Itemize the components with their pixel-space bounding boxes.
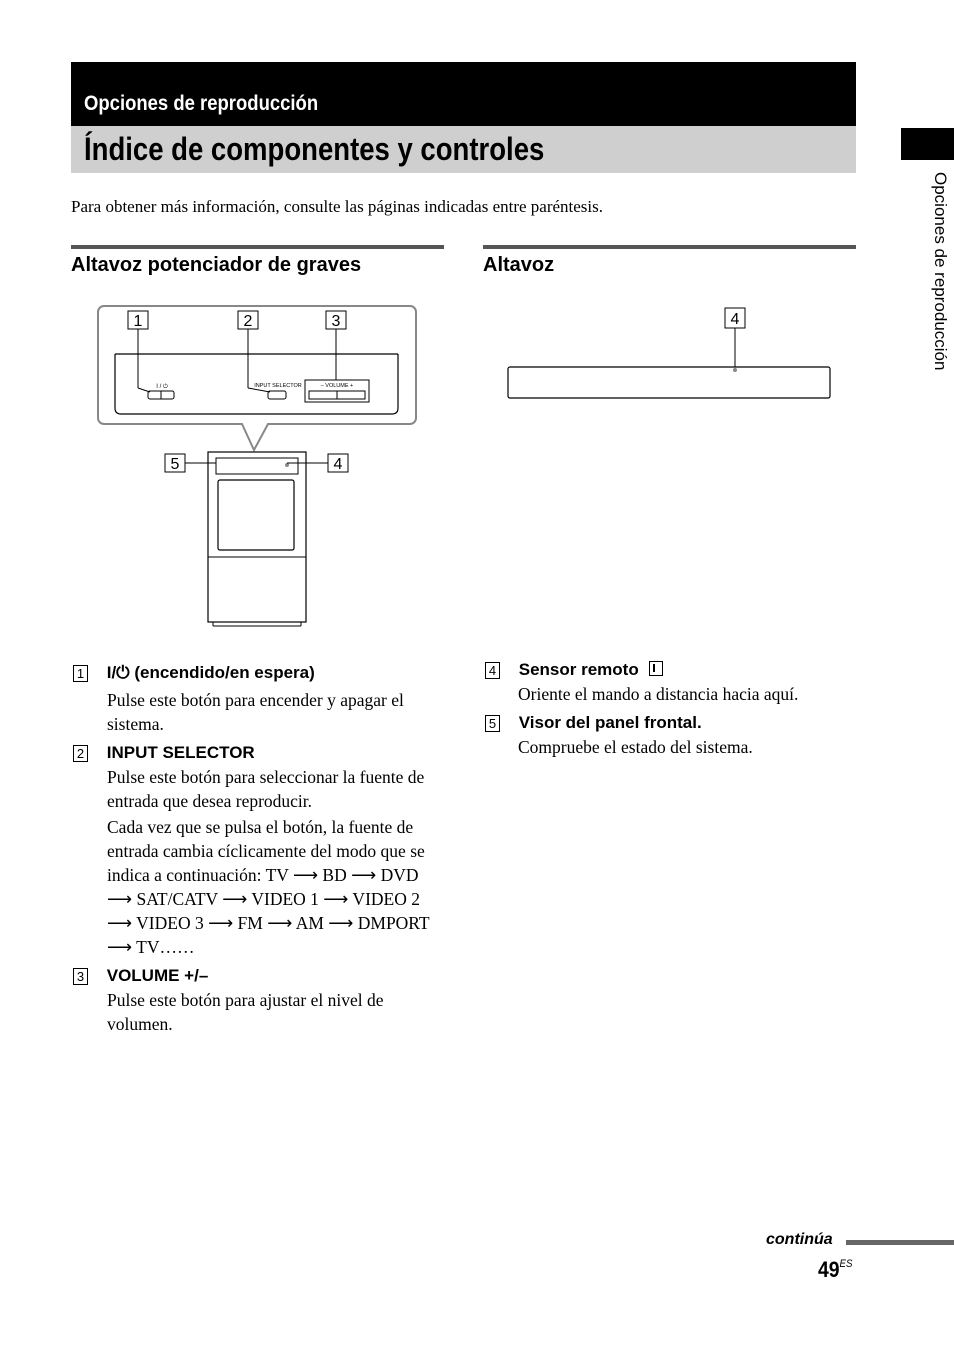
item-4-desc: Oriente el mando a distancia hacia aquí. <box>518 684 799 704</box>
continues-label: continúa <box>766 1231 833 1248</box>
item-2-heading <box>73 743 445 763</box>
item-number: 2 <box>73 745 88 762</box>
subwoofer-diagram <box>90 300 425 635</box>
right-item-list <box>485 660 857 759</box>
item-label: INPUT SELECTOR <box>106 743 255 762</box>
item-label: I/⏻ (encendido/en espera) <box>106 663 315 682</box>
input-panel-label: INPUT SELECTOR <box>254 383 302 389</box>
speaker-diagram <box>500 300 840 410</box>
item-2-cycle-desc: Cada vez que se pulsa el botón, la fuente de entrada cambia cíclicamente del modo que se indica a continuación: TV ⟶ BD ⟶ DVD ⟶ SAT/CATV ⟶ VIDEO 1 ⟶ VIDEO 2 ⟶ VIDEO 3 ⟶ FM ⟶ AM ⟶ DMPORT ⟶ TV…… <box>107 817 430 957</box>
item-label: VOLUME +/– <box>106 966 209 985</box>
item-number: 5 <box>485 715 500 732</box>
remote-sensor-icon <box>649 661 663 676</box>
left-section-title: Altavoz potenciador de graves <box>71 254 362 276</box>
item-5-heading <box>485 713 857 733</box>
item-1-heading <box>73 663 445 683</box>
page-lang: ES <box>839 1258 853 1270</box>
side-tab-label: Opciones de reproducción <box>931 172 950 371</box>
callout-2: 2 <box>243 313 253 330</box>
item-2-desc: Pulse este botón para seleccionar la fuente de entrada que desea reproducir. <box>107 767 425 811</box>
item-5-desc: Compruebe el estado del sistema. <box>518 737 753 757</box>
left-item-list <box>73 663 445 1036</box>
section-title: Opciones de reproducción <box>84 92 319 115</box>
left-section-rule <box>71 245 444 249</box>
item-1-desc: Pulse este botón para encender y apagar el sistema. <box>107 690 404 734</box>
item-label: Sensor remoto <box>518 660 639 679</box>
subwoofer-grille <box>218 480 294 550</box>
remote-sensor-dot <box>285 463 289 467</box>
right-section-rule <box>483 245 856 249</box>
page-number-value: 49 <box>818 1257 840 1282</box>
section-header-bar <box>71 62 856 126</box>
callout-1: 1 <box>133 313 143 330</box>
item-3-heading <box>73 966 445 986</box>
callout-3: 3 <box>331 313 341 330</box>
page-title: Índice de componentes y controles <box>84 131 545 167</box>
item-3-desc: Pulse este botón para ajustar el nivel de volumen. <box>107 990 384 1034</box>
item-4-heading <box>485 660 857 680</box>
page-number <box>818 1257 852 1283</box>
callout-4: 4 <box>333 456 343 473</box>
continues-bar <box>846 1240 954 1245</box>
item-label: Visor del panel frontal. <box>518 713 702 732</box>
speaker-remote-sensor <box>733 368 737 372</box>
input-selector-button <box>268 391 286 399</box>
right-section-title: Altavoz <box>483 254 555 276</box>
side-tab-marker <box>901 128 954 160</box>
item-number: 3 <box>73 968 88 985</box>
item-number: 1 <box>73 665 88 682</box>
volume-panel-label: – VOLUME + <box>320 383 354 389</box>
item-number: 4 <box>485 662 500 679</box>
page-title-bar <box>71 126 856 173</box>
speaker-callout-4: 4 <box>730 311 740 328</box>
intro-text: Para obtener más información, consulte las páginas indicadas entre paréntesis. <box>71 197 604 216</box>
callout-5: 5 <box>170 456 180 473</box>
power-panel-label: I / ⏻ <box>156 384 168 390</box>
speaker-bar <box>508 367 830 398</box>
